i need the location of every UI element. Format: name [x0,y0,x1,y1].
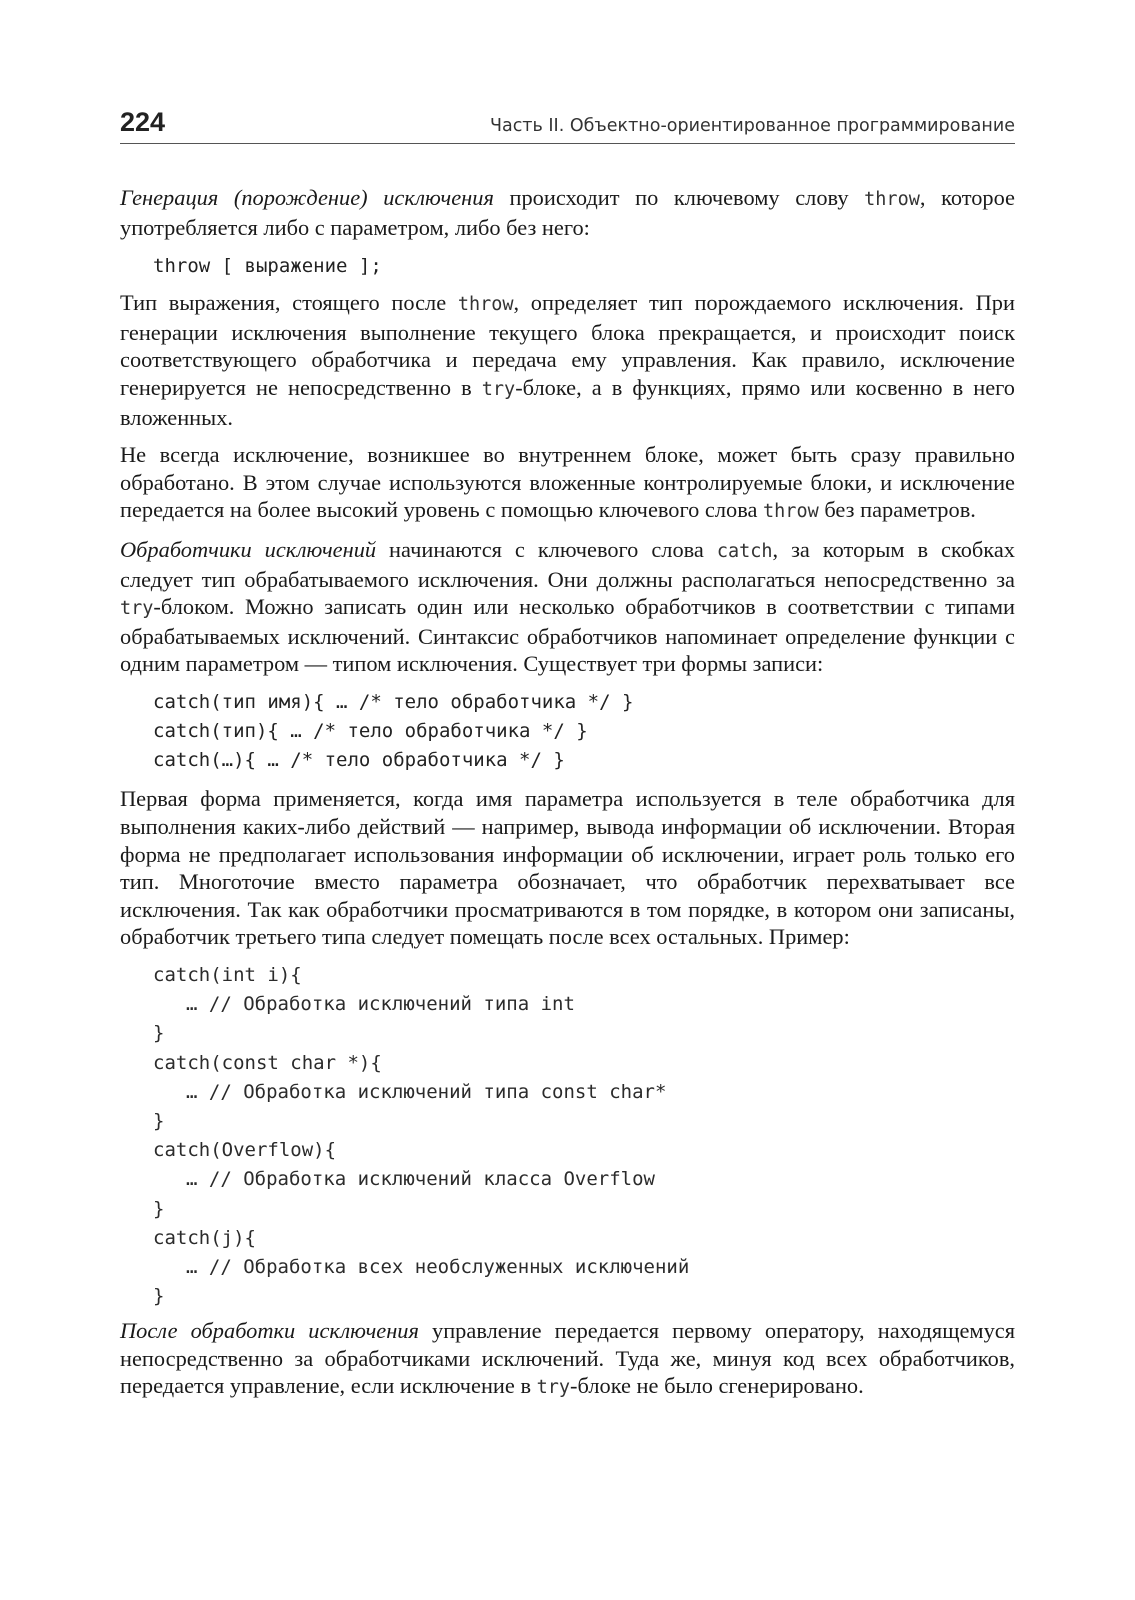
code-line: … // Обработка исключений типа const char* [186,1080,667,1103]
page-number: 224 [120,107,166,137]
code-line: catch(const char *){ [153,1051,382,1074]
inline-code-try: try [536,1377,571,1399]
code-line: } [153,1109,165,1132]
book-page [120,100,1015,1412]
paragraph-forms-explained: Первая форма применяется, когда имя параметра используется в теле обработчика для выполнения каких-либо действий — например, вывода информации об исключении. Вторая форма не предполагает использования информации об исключении, играет роль только его тип. Многоточие вместо параметра обозначает, что обработчик перехватывает все исключения. Так как обработчики просматриваются в том порядке, в котором они записаны, обработчик третьего типа следует помещать после всех остальных. Пример: [120,786,1015,950]
code-catch-forms [153,688,1015,776]
code-catch-example [153,961,1015,1311]
inline-code-throw: throw [763,501,819,523]
code-line: } [153,1197,165,1220]
paragraph-throw-intro: Генерация (порождение) исключения происходит по ключевому слову throw, которое употребляется либо с параметром, либо без него: [120,185,1016,240]
code-line: } [153,1285,165,1308]
code-line: catch(тип имя){ … /* тело обработчика */ } [153,690,634,713]
term-after-handling: После обработки исключения [120,1318,419,1344]
code-line: catch(int i){ [153,964,302,987]
code-line: } [153,1022,165,1045]
code-line: … // Обработка исключений класса Overflow [186,1168,655,1191]
code-line: catch(j){ [153,1226,256,1249]
code-line: … // Обработка исключений типа int [186,993,575,1016]
code-line: catch(тип){ … /* тело обработчика */ } [153,720,588,743]
inline-code-catch: catch [716,540,773,562]
term-exception-generation: Генерация (порождение) исключения [120,185,494,210]
inline-code-try: try [481,378,516,400]
page-header [120,100,1015,144]
paragraph-after-handling: После обработки исключения управление передается первому оператору, находящемуся непосредственно за обработчиками исключений. Туда же, минуя код всех обработчиков, передается управление, если исключение в try-блоке не было сгенерировано. [120,1318,1016,1399]
running-title: Часть II. Объектно-ориентированное программирование [489,116,1015,136]
code-line: catch(Overflow){ [153,1139,337,1162]
paragraph-throw-type: Тип выражения, стоящего после throw, определяет тип порождаемого исключения. При генерации исключения выполнение текущего блока прекращается, и происходит поиск соответствующего обработчика и передача ему управления. Как правило, исключение генерируется не непосредственно в try-блоке, а в функциях, прямо или косвенно в него вложенных. [120,290,1015,430]
code-throw-syntax: throw [ выражение ]; [153,255,382,278]
inline-code-throw: throw [457,294,514,316]
page-content [120,184,1015,1402]
code-line: … // Обработка всех необслуженных исключений [186,1255,690,1278]
paragraph-handlers: Обработчики исключений начинаются с ключевого слова catch, за которым в скобках следует тип обрабатываемого исключения. Они должны располагаться непосредственно за try-блоком. Можно записать один или несколько обработчиков в соответствии с типами обрабатываемых исключений. Синтаксис обработчиков напоминает определение функции с одним параметром — типом исключения. Существует три формы записи: [120,536,1015,677]
term-exception-handlers: Обработчики исключений [120,536,377,562]
inline-code-try: try [120,598,154,620]
inline-code-throw: throw [864,189,920,210]
paragraph-nested-blocks: Не всегда исключение, возникшее во внутреннем блоке, может быть сразу правильно обработано. В этом случае используются вложенные контролируемые блоки, и исключение передается на более высокий уровень с помощью ключевого слова throw без параметров. [120,442,1015,523]
code-line: catch(…){ … /* тело обработчика */ } [153,749,565,772]
